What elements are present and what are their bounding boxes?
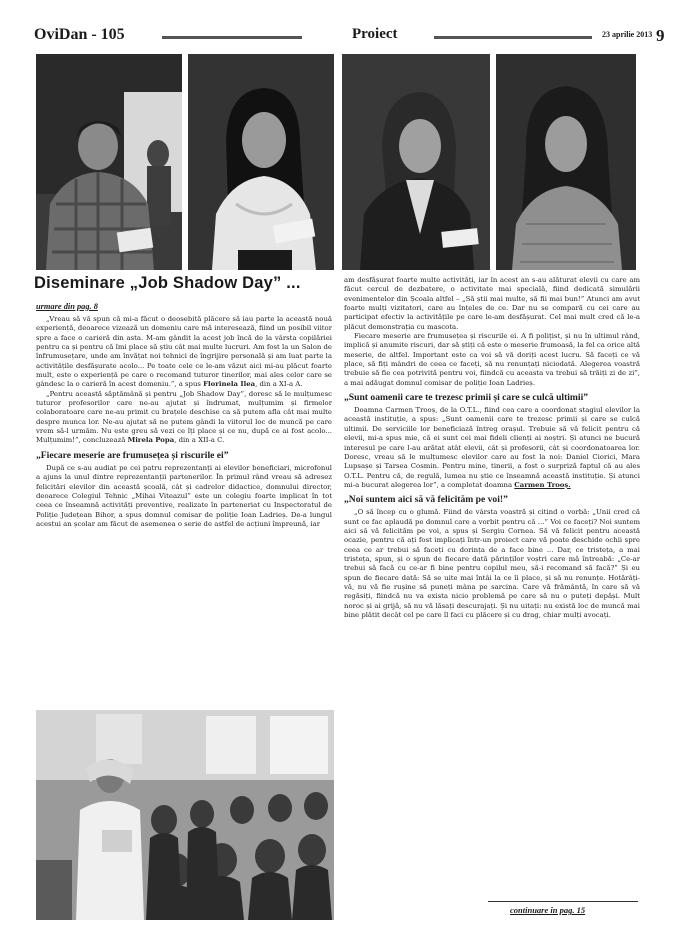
article-column-left (36, 301, 332, 529)
continuation-rule (488, 901, 638, 902)
article-column-right (344, 276, 640, 620)
photo-audience-classroom (36, 710, 334, 920)
right-paragraph-2: Fiecare meserie are frumusețea și riscurile ei. A fi polițist, și nu în ultimul rând, implică și anumite riscuri, dar să știți că este o meserie frumoasă, la fel ca orice altă meserie, de altfel. Important este ca voi să vă doriți acest lucru. Să faceți ce vă place, să fiți mândri de ceea ce faceți, să nu renunțați niciodată. Alegerea voastră trebuie să fie cea potrivită pentru voi, fiindcă cu aceasta va trebui să trăiți zi de zi”, a mai adăugat domnul comisar de poliție Ioan Ladrieș. (344, 332, 641, 387)
right-paragraph-4: „O să încep cu o glumă. Fiind de vârsta voastră și citind o vorbă: „Unii cred că sunt ce fac aplaudă pe domnul care a vorbit pentru că ...” Voi ce faceți? Noi suntem aici să vă felicităm pe voi, a spus și Sergiu Cornea. Să vă felicit pentru această ocazie, pentru că ați fost implicați într-un proiect care vă poate deschide ochii spre ceea ce ar trebui să faceți cu dorința de a face bine ... Dar, ce tristeța, a mai tristeța, spun, și o spun de fiecare dată părinților voștri care mă întreabă: „Ce-ar trebui să facă cu ce-ar fi bine pentru copilul meu, să-i recomand să facă?” Și eu spun de fiecare dată: Să se uite mai întâi la ce îi place, și să nu renunțe. Hotărâți-vă, nu vă fie rușine să puneți mâna pe sarcina. Care vă frământă, în care să vă regăsiți, fiindcă nu va exista nicio problemă pe care să nu o puteți depăși. Mult noroc și ai grijă, să nu vă lăsați descurajați. Și nu uitați: nu există loc de muncă mai bine plătit decât cel pe care îl faci cu plăcere și cu drag, chiar mulți avocați. (344, 508, 640, 619)
right-paragraph-3 (344, 406, 640, 490)
right-paragraph-3-text: Doamna Carmen Trooș, de la O.T.L., fiind cea care a coordonat stagiul elevilor la această instituție, a spus: „Sunt oamenii care te trezesc primii și care se culcă ultimii. De serviciile lor beneficiază întreg orașul. Trebuie să vă felicit pentru că elevii, mi-a spus mie, că ei sunt cei mai fideli clienți ai noștri. Și atunci ne bucură interesul pe care l-au arătat atât elevii, cât și profesorii, cât și coordonatoarea lor. Doresc, vreau să le mulțumesc elevilor care au fost la noi: Daniel Ciorici, Mara Lupsașe și Tarsea Cosmin. Pentru mine, tinerii, a fost o surpriză faptul că au ales O.T.L. Pentru că, de regulă, lumea nu știe ce înseamnă această instituție. Și atunci mi-a bucurat alegerea lor”, a completat doamna (344, 406, 640, 489)
quote-author-1-class: , din a XI-a A. (255, 380, 303, 389)
photo-student-presenter-2 (188, 54, 334, 270)
header-rule-right (434, 36, 592, 39)
header-rule-left (162, 36, 302, 39)
page-number: 9 (656, 26, 665, 45)
right-paragraph-1: am desfășurat foarte multe activități, iar în acest an s-au alăturat elevii cu care am făcut cercul de dezbatere, o activitate mai specială, fiind dedicată simulării evenimentelor din Școala altfel – „Să știi mai multe, să fii mai bun!” Atunci am avut foarte mulți vizitatori, care au înțeles de ce. Dar nu se compară cu cei care au participat efectiv la activitățile pe care le-am desfășurat. Cel mai mult cred că le-a plăcut demonstrația cu mascota. (344, 276, 640, 331)
subheading-3: „Noi suntem aici să vă felicităm pe voi!” (344, 494, 508, 506)
quote-author-2: Mirela Popa (127, 436, 175, 445)
quote-author-1: Florinela Ilea (203, 380, 256, 389)
left-paragraph-1 (36, 315, 332, 390)
quote-author-2-class: , din a XII-a C. (174, 436, 225, 445)
issue-date: 23 aprilie 2013 (602, 30, 653, 39)
continued-to-note: continuare în pag. 15 (510, 905, 586, 915)
subheading-2: „Sunt oamenii care te trezesc primii și care se culcă ultimii” (344, 392, 589, 404)
page-header (34, 26, 664, 48)
left-paragraph-2-text: „Pentru această săptămână și pentru „Job Shadow Day”, doresc să le mulțumesc tuturor profesorilor care ne-au ajutat și îndrumat, mulțumim și firmelor colaboratoare care ne-au primit cu brațele deschise ca să putem afla cât mai multe despre munca lor. Ne-au ajutat să ne putem gândi la viitorul loc de muncă pe care vrem să-l urmăm. Nu este greu să vezi ce îți place și ce nu, după ce ai fost acolo... Mulțumim!”, concluzează (36, 389, 332, 445)
photo-student-presenter-4 (496, 54, 636, 270)
left-paragraph-2 (36, 390, 332, 446)
left-paragraph-1-text: „Vreau să vă spun că mi-a făcut o deosebită plăcere să iau parte la această nouă experiență, deoarece vizează un domeniu care mă interesează, fiind un posibil viitor spre a face o carieră din asta. M-am gândit la acest job încă de la vârsta copilăriei pentru ca și pentru că îmi place să știu cât mai multe lucruri. Am fost la un Salon de înfrumusețare, unde am învățat noi tehnici de îngrijire personală și am luat parte la activitățile desfășurate acolo... Pe toate cele ce le-am văzut aici mi-au plăcut foarte mult, este o experiență pe care o recomand tuturor tinerilor, mai ales celor care se gândesc la o carieră în acest domeniu.”, a spus (36, 315, 332, 389)
section-name: Proiect (352, 26, 398, 42)
quote-author-3: Carmen Trooș. (514, 480, 571, 489)
photo-student-presenter-3 (342, 54, 490, 270)
continued-from-note: urmare din pag. 8 (36, 302, 98, 311)
publication-name: OviDan - 105 (34, 26, 125, 43)
article-title: Diseminare „Job Shadow Day” ... (34, 274, 301, 292)
left-paragraph-3: După ce s-au audiat pe cei patru reprezentanți ai elevilor beneficiari, microfonul a ajuns la unul dintre reprezentanții partenerilor. În primul rând vreau să adresez felicitări elevilor din această școală, cât și cadrelor didactice, domnului director, deoarece Colegiul Tehnic „Mihai Viteazul” este un colegiu foarte implicat în tot ceea ce înseamnă activități preventive, realizate în parteneriat cu Inspectoratul de Poliție Județean Bihor, a spus domnul comisar de poliție Ioan Ladrieș. De-a lungul acestui an școlar am făcut de asemenea o serie de astfel de acțiuni împreună, iar (36, 463, 332, 528)
photo-student-presenter-1 (36, 54, 182, 270)
subheading-1: „Fiecare meserie are frumusețea și riscurile ei” (36, 449, 229, 461)
